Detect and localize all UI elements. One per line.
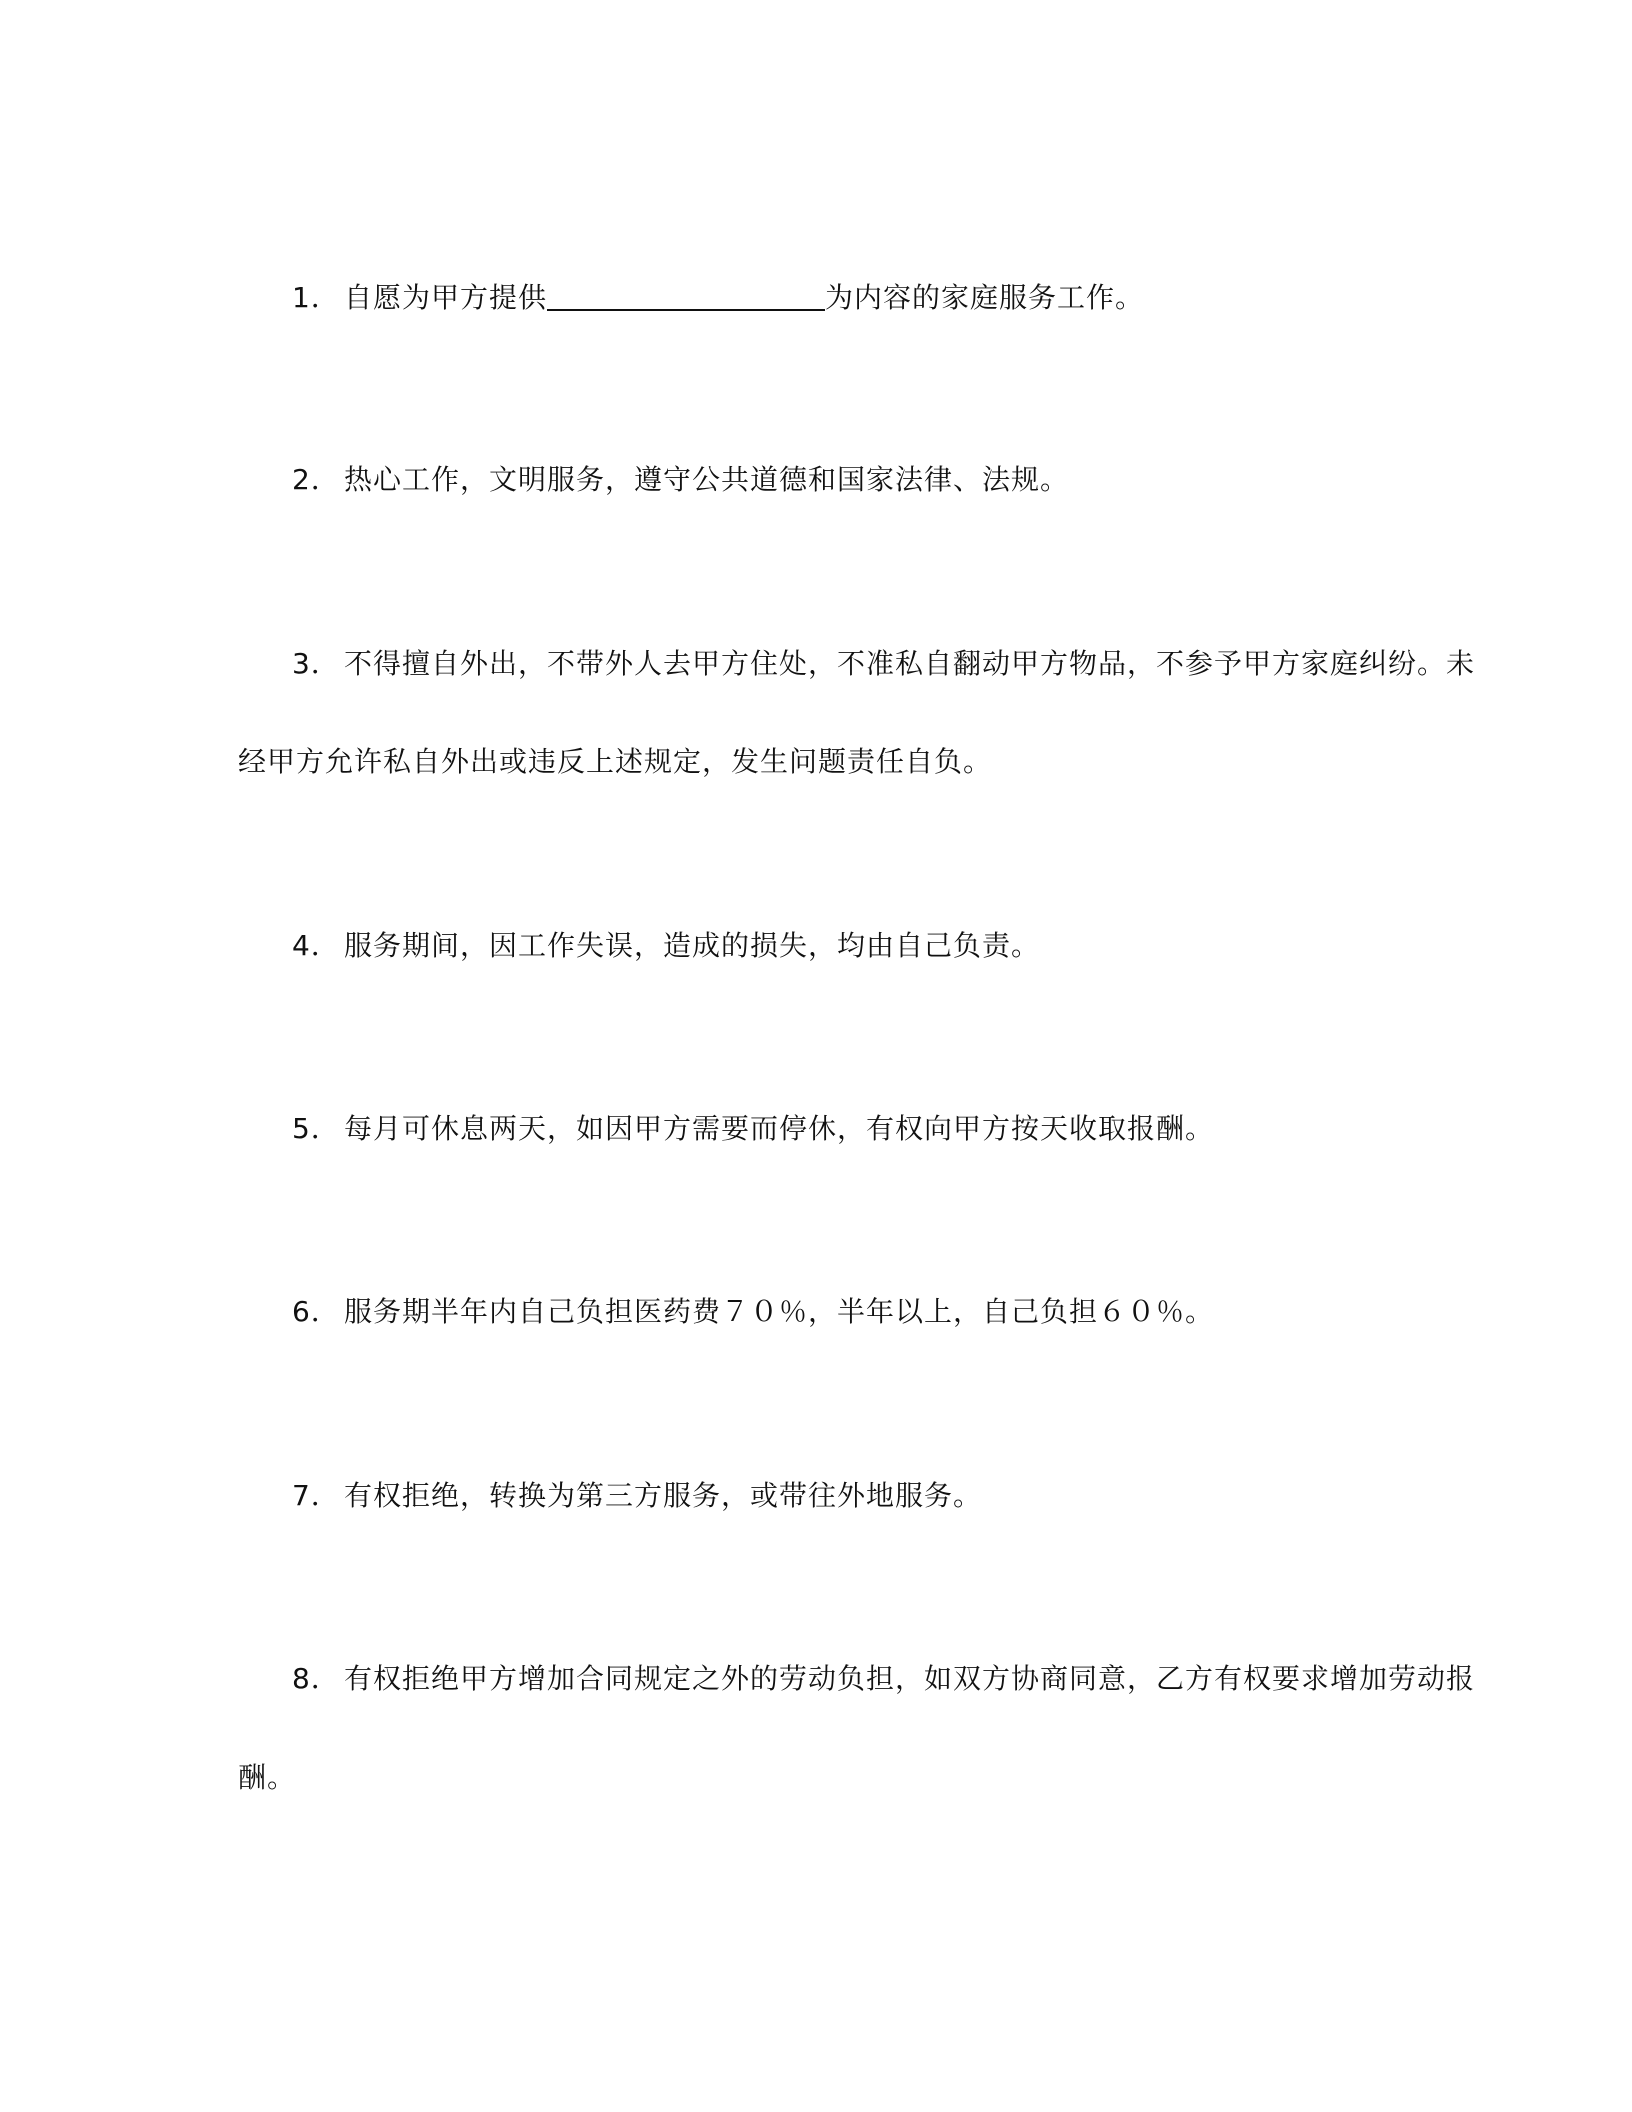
clause-text: 服务期间，因工作失误，造成的损失，均由自己负责。 — [344, 929, 1041, 962]
clause-number: 4． — [292, 929, 340, 962]
clause-text: 热心工作，文明服务，遵守公共道德和国家法律、法规。 — [344, 463, 1070, 496]
clause-3-continuation — [238, 744, 992, 780]
clause-text: 酬。 — [238, 1761, 297, 1794]
clause-text: 经甲方允许私自外出或违反上述规定，发生问题责任自负。 — [238, 745, 993, 778]
clause-3 — [292, 646, 1475, 682]
clause-number: 2． — [292, 463, 340, 496]
clause-text: 不得擅自外出，不带外人去甲方住处，不准私自翻动甲方物品，不参予甲方家庭纠纷。未 — [344, 647, 1476, 680]
clause-text: 有权拒绝甲方增加合同规定之外的劳动负担，如双方协商同意，乙方有权要求增加劳动报 — [344, 1662, 1476, 1695]
clause-text: 服务期半年内自己负担医药费７０％，半年以上，自己负担６０％。 — [344, 1295, 1215, 1328]
clause-number: 3． — [292, 647, 340, 680]
clause-8-continuation — [238, 1760, 296, 1796]
clause-text: 为内容的家庭服务工作。 — [825, 281, 1145, 314]
clause-2 — [292, 462, 1069, 498]
clause-text: 自愿为甲方提供 — [344, 281, 548, 314]
clause-number: 8． — [292, 1662, 340, 1695]
clause-5 — [292, 1111, 1214, 1147]
clause-number: 6． — [292, 1295, 340, 1328]
clause-7 — [292, 1478, 982, 1514]
clause-1 — [292, 280, 1144, 316]
clause-text: 每月可休息两天，如因甲方需要而停休，有权向甲方按天收取报酬。 — [344, 1112, 1215, 1145]
clause-6 — [292, 1294, 1214, 1330]
clause-8 — [292, 1661, 1475, 1697]
clause-number: 1． — [292, 281, 340, 314]
clause-number: 5． — [292, 1112, 340, 1145]
clause-text: 有权拒绝，转换为第三方服务，或带往外地服务。 — [344, 1479, 983, 1512]
clause-number: 7． — [292, 1479, 340, 1512]
clause-4 — [292, 928, 1040, 964]
fill-in-blank[interactable] — [547, 281, 825, 311]
